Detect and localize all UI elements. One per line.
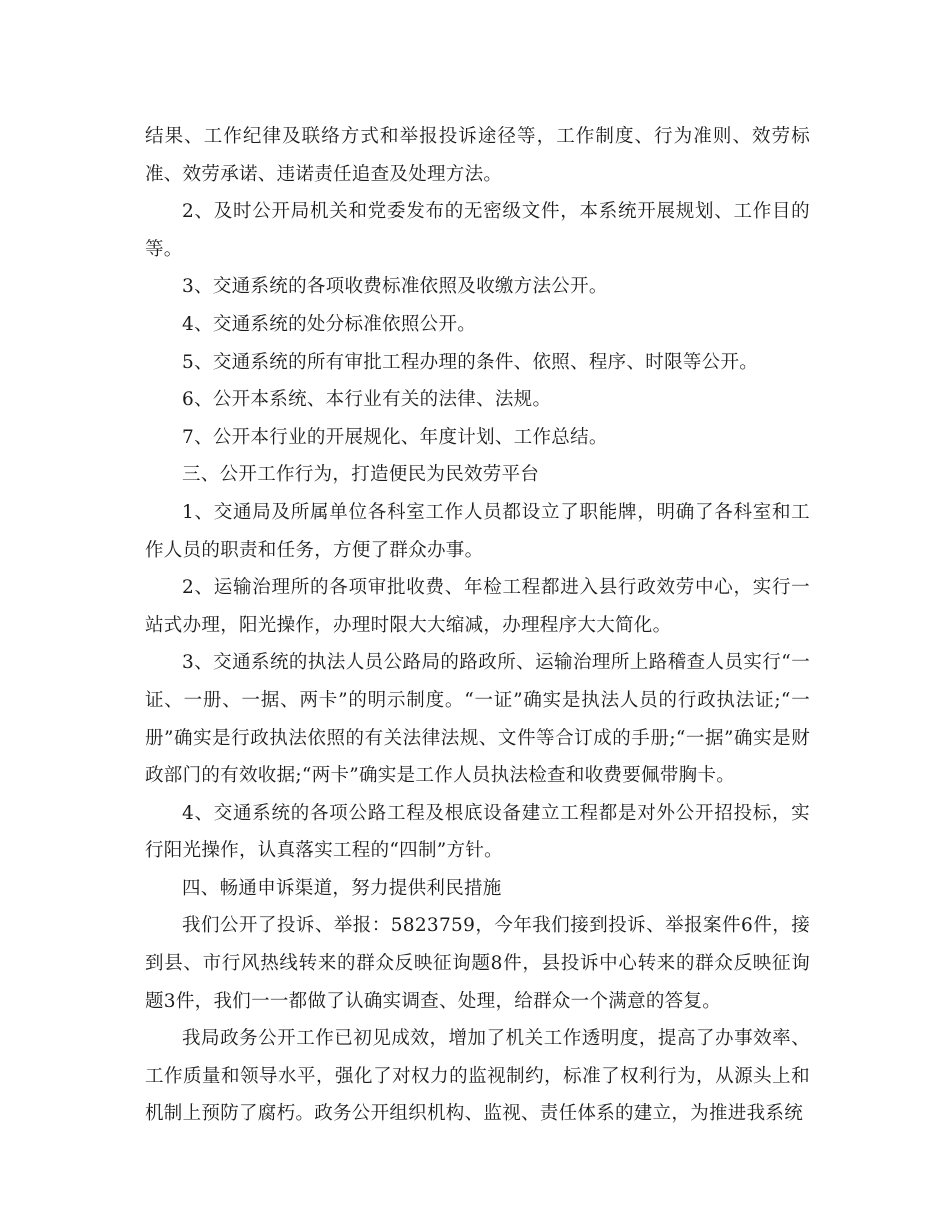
paragraph: 我们公开了投诉、举报：5823759，今年我们接到投诉、举报案件6件，接到县、市行风热线转来的群众反映征询题8件，县投诉中心转来的群众反映征询题3件，我们一一都做了认确实调查、处理，给群众一个满意的答复。: [145, 915, 810, 1012]
paragraph: 4、交通系统的处分标准依照公开。: [182, 313, 477, 335]
paragraph: 6、公开本系统、本行业有关的法律、法规。: [182, 389, 552, 411]
paragraph: 5、交通系统的所有审批工程办理的条件、依照、程序、时限等公开。: [182, 351, 759, 373]
paragraph: 2、及时公开局机关和党委发布的无密级文件，本系统开展规划、工作目的等。: [145, 201, 810, 260]
paragraph: 3、交通系统的执法人员公路局的路政所、运输治理所上路稽查人员实行“一证、一册、一据、两卡”的明示制度。“一证”确实是执法人员的行政执法证;“一册”确实是行政执法依照的有关法律法规、文件等合订成的手册;“一据”确实是财政部门的有效收据;“两卡”确实是工作人员执法检查和收费要佩带胸卡。: [145, 652, 810, 787]
paragraph: 我局政务公开工作已初见成效，增加了机关工作透明度，提高了办事效率、工作质量和领导水平，强化了对权力的监视制约，标准了权利行为，从源头上和机制上预防了腐朽。政务公开组织机构、监视、责任体系的建立，为推进我系统: [145, 1028, 810, 1125]
paragraph: 结果、工作纪律及联络方式和举报投诉途径等，工作制度、行为准则、效劳标准、效劳承诺、违诺责任追查及处理方法。: [145, 126, 810, 185]
paragraph: 7、公开本行业的开展规化、年度计划、工作总结。: [182, 426, 608, 448]
paragraph: 四、畅通申诉渠道，努力提供利民措施: [182, 877, 502, 899]
document-body: [145, 118, 810, 1133]
paragraph: 三、公开工作行为，打造便民为民效劳平台: [182, 464, 540, 486]
paragraph: 4、交通系统的各项公路工程及根底设备建立工程都是对外公开招投标，实行阳光操作，认真落实工程的“四制”方针。: [145, 802, 810, 862]
paragraph: 3、交通系统的各项收费标准依照及收缴方法公开。: [182, 276, 608, 298]
paragraph: 1、交通局及所属单位各科室工作人员都设立了职能牌，明确了各科室和工作人员的职责和任务，方便了群众办事。: [145, 501, 810, 561]
paragraph: 2、运输治理所的各项审批收费、年检工程都进入县行政效劳中心，实行一站式办理，阳光操作，办理时限大大缩减，办理程序大大简化。: [145, 577, 810, 636]
